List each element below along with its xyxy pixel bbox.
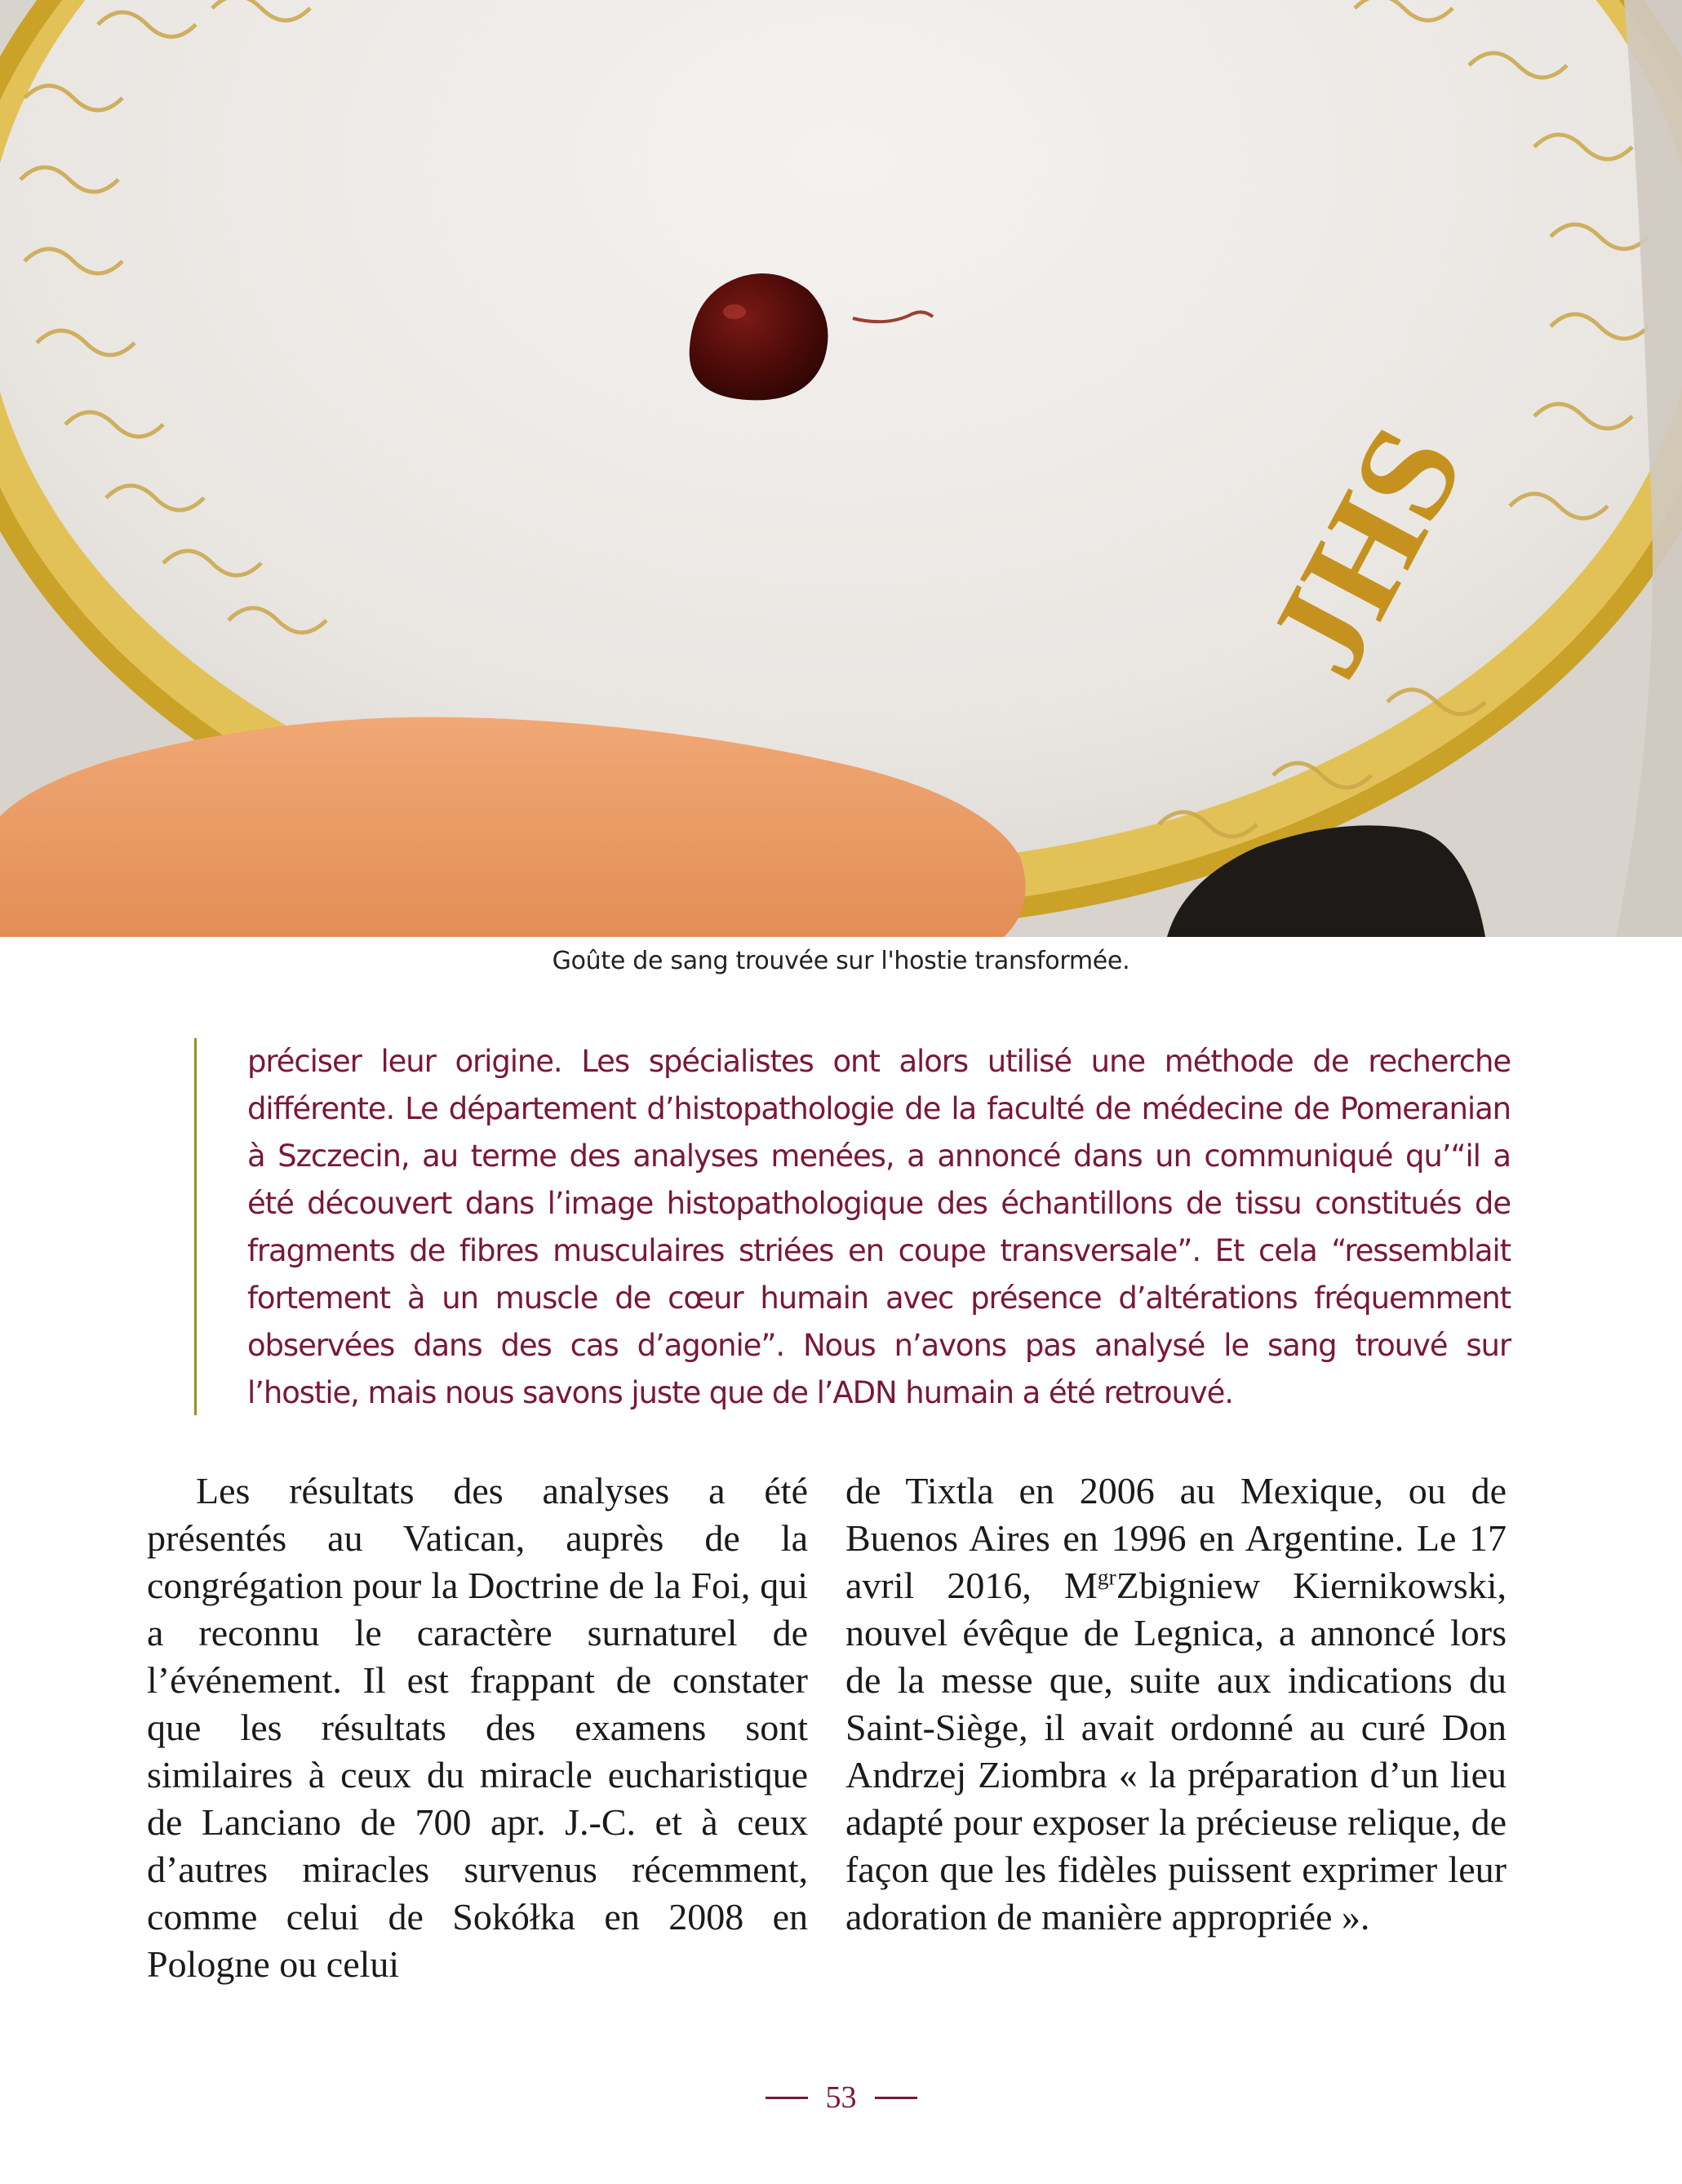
hero-photo xyxy=(0,0,1682,937)
page-footer xyxy=(0,2080,1682,2115)
footer-dash-left xyxy=(766,2097,808,2099)
quote-text: préciser leur origine. Les spécialistes ont alors utilisé une méthode de recherche différente. Le département d’histopathologie de la faculté de médecine de Pomeranian à Szczecin, au terme des analyses menées, a annoncé dans un communiqué qu’“il a été découvert dans l’image histopathologique des échantillons de tissu constitués de fragments de fibres musculaires striées en coupe transversale”. Et cela “ressemblait fortement à un muscle de cœur humain avec présence d’altérations fréquemment observées dans des cas d’agonie”. Nous n’avons pas analysé le sang trouvé sur l’hostie, mais nous savons juste que de l’ADN humain a été retrouvé. xyxy=(247,1044,1511,1410)
footer-dash-right xyxy=(875,2097,917,2099)
page-number: 53 xyxy=(825,2080,857,2115)
body-column-left: Les résultats des analyses a été présentés au Vatican, auprès de la congrégation pour la Doctrine de la Foi, qui a reconnu le caractère surnaturel de l’événement. Il est frappant de constater que les résultats des examens sont similaires à ceux du miracle eucharistique de Lanciano de 700 apr. J.-C. et à ceux d’autres miracles survenus récemment, comme celui de Sokółka en 2008 en Pologne ou celui xyxy=(147,1470,808,1985)
body-right-part-1: de Tixtla en 2006 au Mexique, ou de Buenos Aires en 1996 en Argentine. Le 17 avril 2016, M xyxy=(845,1470,1507,1606)
body-column-right xyxy=(845,1467,1507,1941)
jhs-monogram: JHS xyxy=(1237,402,1493,700)
photo-caption: Goûte de sang trouvée sur l'hostie transformée. xyxy=(552,947,1130,975)
quote-block xyxy=(194,1038,1511,1415)
host-blood-photo xyxy=(0,0,1682,937)
monseigneur-superscript: gr xyxy=(1097,1564,1116,1590)
body-right-part-2: Zbigniew Kiernikowski, nouvel évêque de Legnica, a annoncé lors de la messe que, suite aux indications du Saint-Siège, il avait ordonné au curé Don Andrzej Ziombra « la préparation d’un lieu adapté pour exposer la précieuse relique, de façon que les fidèles puissent exprimer leur adoration de manière appropriée ». xyxy=(845,1565,1507,1938)
